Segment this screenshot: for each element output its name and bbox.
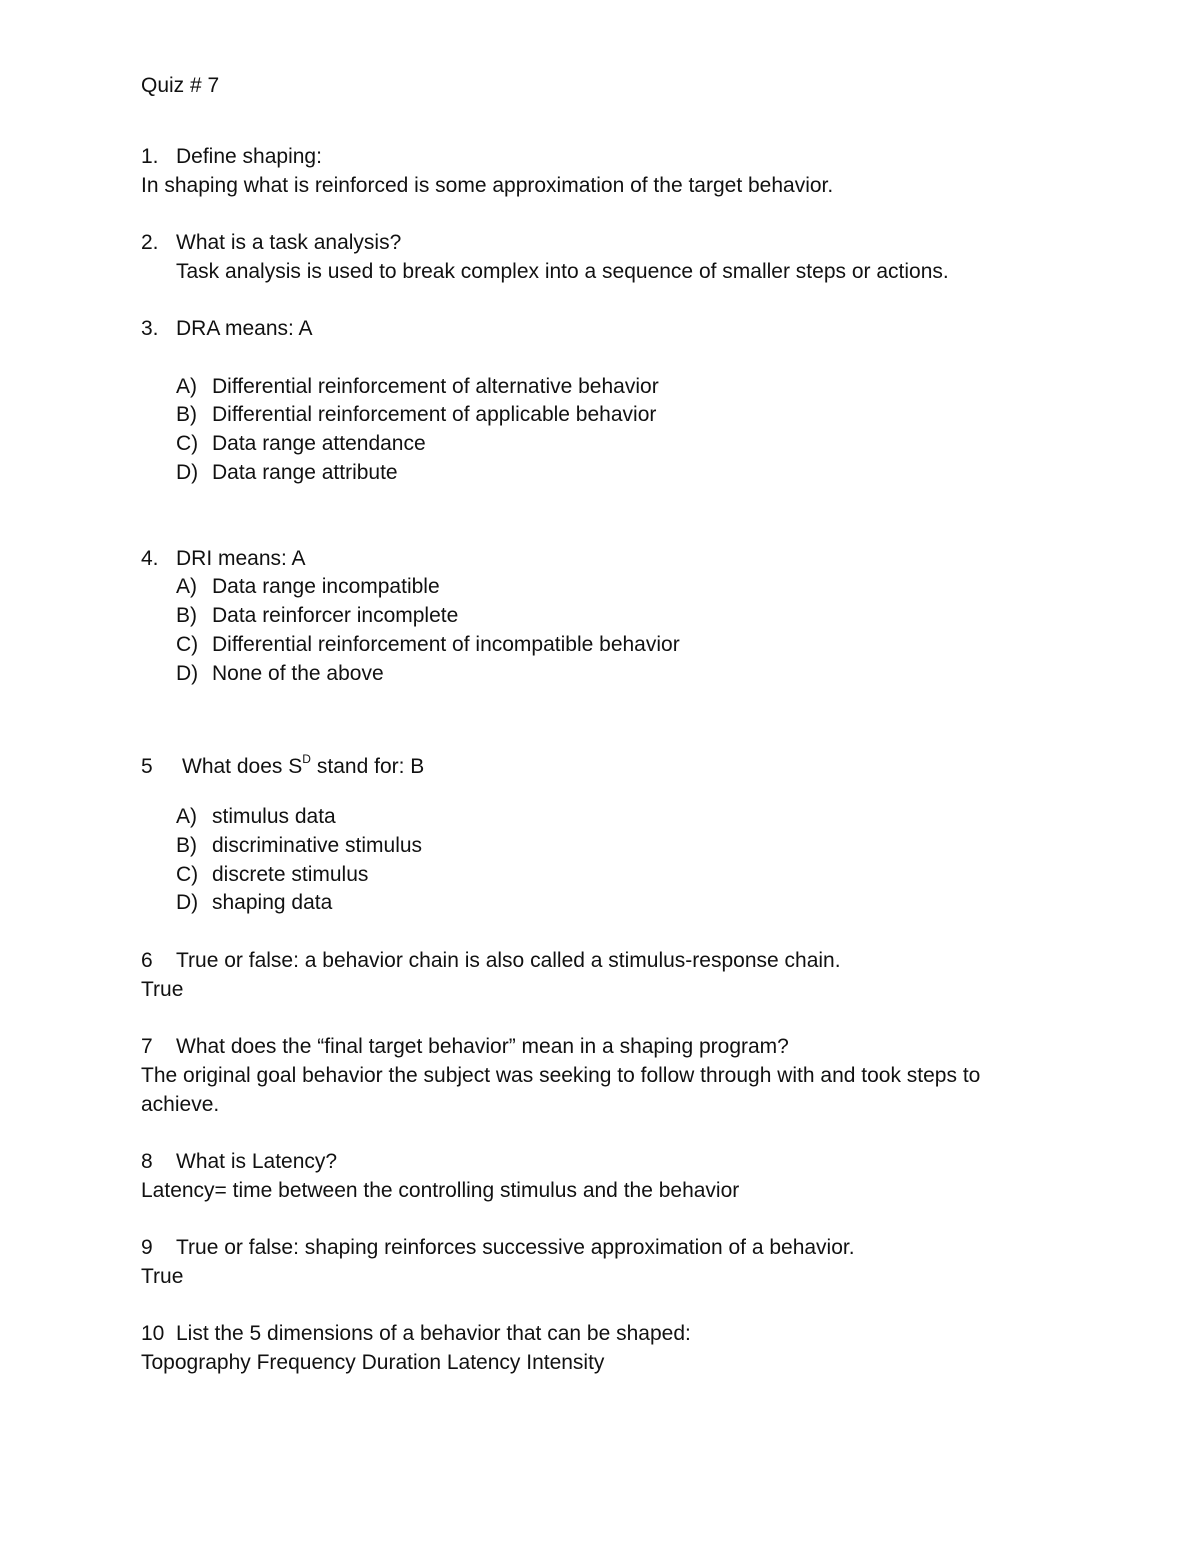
answer-7-line-1: The original goal behavior the subject was seeking to follow through with and took steps to bbox=[141, 1064, 981, 1087]
option-text: Data range incompatible bbox=[212, 575, 440, 598]
question-text-start: What does S bbox=[182, 755, 303, 778]
answer-10: Topography Frequency Duration Latency Intensity bbox=[141, 1351, 605, 1374]
answer-1: In shaping what is reinforced is some approximation of the target behavior. bbox=[141, 174, 834, 197]
question-text: DRI means: A bbox=[176, 547, 306, 570]
superscript-d: D bbox=[302, 752, 311, 766]
q4-option-b bbox=[176, 602, 458, 630]
q5-option-a bbox=[176, 803, 336, 831]
question-text: True or false: shaping reinforces successive approximation of a behavior. bbox=[176, 1236, 855, 1259]
option-letter: A) bbox=[176, 575, 197, 598]
option-letter: D) bbox=[176, 461, 199, 484]
question-text: List the 5 dimensions of a behavior that can be shaped: bbox=[176, 1322, 691, 1345]
answer-6: True bbox=[141, 978, 184, 1001]
question-10 bbox=[141, 1320, 691, 1348]
option-text: Data range attendance bbox=[212, 432, 426, 455]
question-number: 3. bbox=[141, 317, 159, 340]
q3-option-c bbox=[176, 430, 426, 458]
option-text: None of the above bbox=[212, 662, 384, 685]
question-8 bbox=[141, 1148, 337, 1176]
option-letter: D) bbox=[176, 891, 199, 914]
question-number: 10 bbox=[141, 1322, 165, 1345]
quiz-title: Quiz # 7 bbox=[141, 74, 220, 97]
option-text: Data range attribute bbox=[212, 461, 398, 484]
option-letter: A) bbox=[176, 375, 197, 398]
q3-option-d bbox=[176, 459, 398, 487]
option-letter: B) bbox=[176, 834, 197, 857]
answer-9: True bbox=[141, 1265, 184, 1288]
question-number: 1. bbox=[141, 145, 159, 168]
answer-7-line-2: achieve. bbox=[141, 1093, 220, 1116]
q4-option-d bbox=[176, 660, 384, 688]
option-text: stimulus data bbox=[212, 805, 336, 828]
option-text: Data reinforcer incomplete bbox=[212, 604, 459, 627]
q5-option-d bbox=[176, 889, 332, 917]
option-text: shaping data bbox=[212, 891, 333, 914]
question-text: DRA means: A bbox=[176, 317, 313, 340]
question-number: 2. bbox=[141, 231, 159, 254]
answer-8: Latency= time between the controlling stimulus and the behavior bbox=[141, 1179, 740, 1202]
question-number: 9 bbox=[141, 1236, 153, 1259]
question-2 bbox=[141, 229, 401, 257]
q3-option-a bbox=[176, 373, 659, 401]
q5-option-b bbox=[176, 832, 422, 860]
question-text: Define shaping: bbox=[176, 145, 322, 168]
q3-option-b bbox=[176, 401, 656, 429]
question-number: 4. bbox=[141, 547, 159, 570]
answer-2: Task analysis is used to break complex into a sequence of smaller steps or actions. bbox=[176, 260, 949, 283]
question-number: 5 bbox=[141, 755, 153, 778]
question-7 bbox=[141, 1033, 789, 1061]
question-number: 8 bbox=[141, 1150, 153, 1173]
option-letter: C) bbox=[176, 633, 199, 656]
question-6 bbox=[141, 947, 841, 975]
question-text: True or false: a behavior chain is also called a stimulus-response chain. bbox=[176, 949, 841, 972]
q4-option-a bbox=[176, 573, 440, 601]
q5-option-c bbox=[176, 861, 368, 889]
option-letter: C) bbox=[176, 863, 199, 886]
question-text: What does the “final target behavior” mean in a shaping program? bbox=[176, 1035, 789, 1058]
question-text: What is a task analysis? bbox=[176, 231, 402, 254]
option-text: discrete stimulus bbox=[212, 863, 369, 886]
question-4 bbox=[141, 545, 306, 573]
option-letter: A) bbox=[176, 805, 197, 828]
option-letter: B) bbox=[176, 604, 197, 627]
question-number: 6 bbox=[141, 949, 153, 972]
question-9 bbox=[141, 1234, 855, 1262]
option-letter: D) bbox=[176, 662, 199, 685]
q4-option-c bbox=[176, 631, 680, 659]
option-letter: B) bbox=[176, 403, 197, 426]
option-text: Differential reinforcement of incompatible behavior bbox=[212, 633, 680, 656]
option-text: discriminative stimulus bbox=[212, 834, 423, 857]
question-1 bbox=[141, 143, 322, 171]
question-number: 7 bbox=[141, 1035, 153, 1058]
question-5 bbox=[141, 745, 424, 781]
question-text-end: stand for: B bbox=[316, 755, 425, 778]
option-letter: C) bbox=[176, 432, 199, 455]
question-text: What is Latency? bbox=[176, 1150, 338, 1173]
option-text: Differential reinforcement of alternative behavior bbox=[212, 375, 659, 398]
question-3 bbox=[141, 315, 313, 343]
option-text: Differential reinforcement of applicable behavior bbox=[212, 403, 657, 426]
